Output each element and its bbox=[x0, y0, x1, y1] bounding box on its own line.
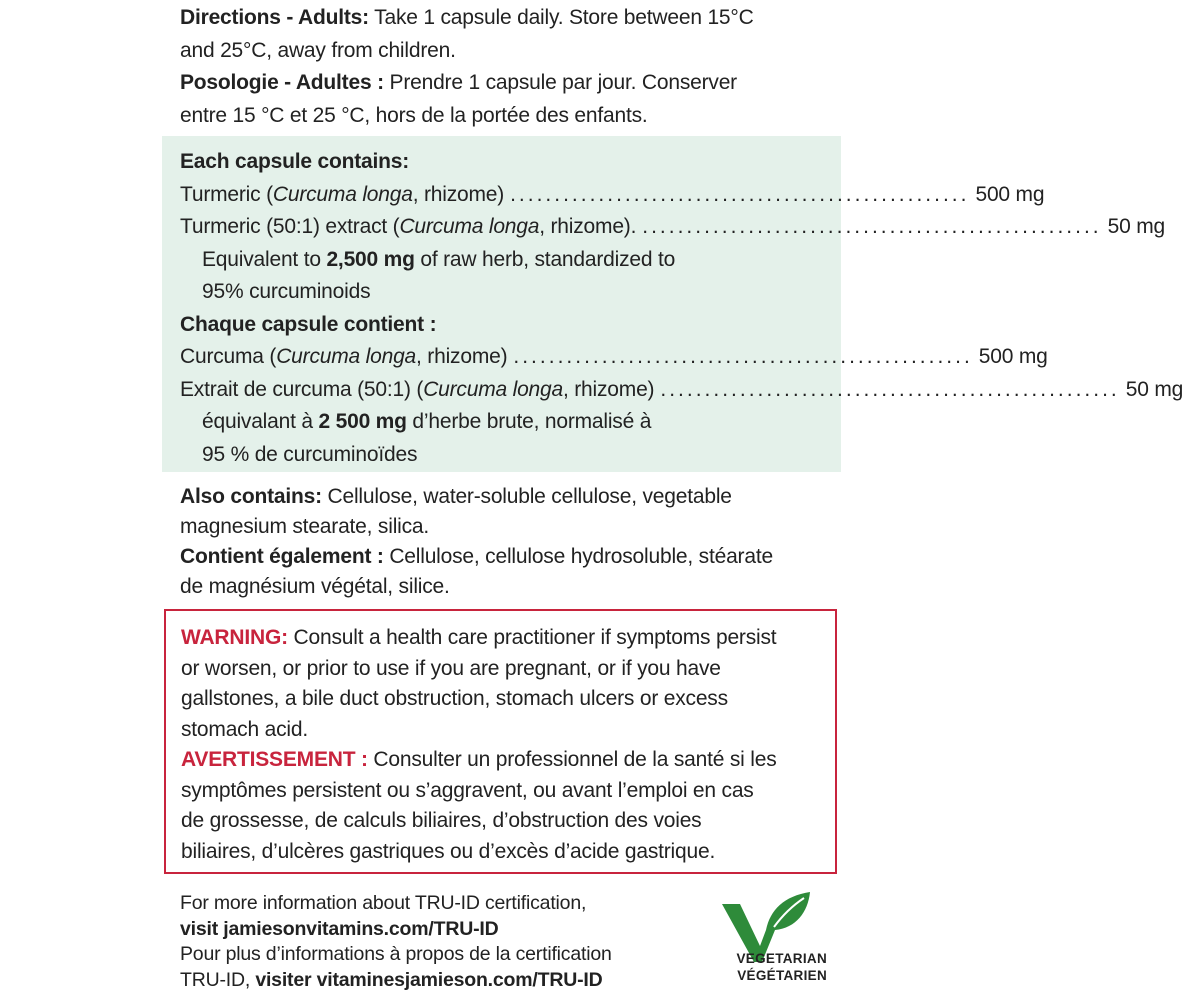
directions-en-label: Directions - Adults: bbox=[180, 6, 369, 29]
info-line-3: Pour plus d’informations à propos de la certification bbox=[180, 943, 612, 965]
leader-dots: .................................................... bbox=[510, 182, 970, 206]
also-en-text-1: Cellulose, water-soluble cellulose, vegetable bbox=[321, 485, 732, 508]
ingredient-latin-name: Curcuma longa bbox=[276, 345, 417, 368]
ingredients-panel bbox=[162, 136, 1183, 472]
info-url-fr[interactable]: visiter vitaminesjamieson.com/TRU-ID bbox=[255, 968, 603, 991]
directions-en-line-2: and 25°C, away from children. bbox=[180, 38, 456, 62]
directions-fr-text-1: Prendre 1 capsule par jour. Conserver bbox=[383, 71, 737, 94]
ingredient-part: , rhizome) bbox=[416, 345, 508, 368]
vegetarian-badge bbox=[712, 890, 827, 995]
directions-fr-line-2: entre 15 °C et 25 °C, hors de la portée des enfants. bbox=[180, 103, 648, 127]
leader-dots: .................................................... bbox=[513, 345, 973, 368]
ingredient-amount: 500 mg bbox=[975, 182, 1045, 206]
ingredients-fr-equiv-bold: 2 500 mg bbox=[318, 410, 407, 433]
also-en-label: Also contains: bbox=[180, 485, 322, 508]
ingredient-name: Extrait de curcuma (50:1) ( bbox=[180, 377, 424, 401]
also-fr-label: Contient également : bbox=[180, 545, 384, 568]
ingredients-fr-standardized: 95 % de curcuminoïdes bbox=[202, 442, 418, 466]
warning-en-line-4: stomach acid. bbox=[181, 717, 308, 741]
ingredient-latin-name: Curcuma longa bbox=[399, 215, 540, 238]
warning-en-line-1 bbox=[181, 623, 831, 654]
also-fr-line-1 bbox=[180, 542, 820, 572]
warning-fr-line-4: biliaires, d’ulcères gastriques ou d’excès d’acide gastrique. bbox=[181, 839, 716, 863]
ingredient-row bbox=[180, 179, 1045, 212]
ingredients-en-heading: Each capsule contains: bbox=[180, 150, 410, 173]
ingredients-en-equiv-pre: Equivalent to bbox=[202, 247, 327, 271]
ingredient-name: Turmeric (50:1) extract ( bbox=[180, 215, 400, 238]
directions-en-text-1: Take 1 capsule daily. Store between 15°C bbox=[368, 6, 754, 29]
vegetarian-label-fr: VÉGÉTARIEN bbox=[737, 968, 827, 983]
ingredients-en-equiv-bold: 2,500 mg bbox=[326, 247, 415, 271]
warning-box bbox=[164, 609, 837, 874]
directions-fr-label: Posologie - Adultes : bbox=[180, 71, 384, 94]
ingredient-row bbox=[180, 211, 1166, 244]
ingredients-fr-equiv-pre: équivalant à bbox=[202, 410, 319, 433]
info-line-4-pre: TRU-ID, bbox=[180, 968, 256, 991]
ingredient-row bbox=[180, 374, 1183, 407]
ingredient-latin-name: Curcuma longa bbox=[423, 377, 563, 401]
ingredient-amount: 50 mg bbox=[1125, 377, 1183, 401]
warning-fr-text-1: Consulter un professionnel de la santé si les bbox=[367, 748, 777, 771]
warning-en-line-2: or worsen, or prior to use if you are pregnant, or if you have bbox=[181, 656, 721, 680]
info-url-en[interactable]: visit jamiesonvitamins.com/TRU-ID bbox=[180, 917, 499, 940]
ingredient-latin-name: Curcuma longa bbox=[272, 182, 413, 206]
warning-en-text-1: Consult a health care practitioner if symptoms persist bbox=[287, 626, 777, 649]
ingredients-en-equivalent bbox=[180, 244, 815, 277]
leader-dots: .................................................... bbox=[642, 215, 1102, 238]
directions-fr-line-1 bbox=[180, 67, 820, 100]
also-en-line-2: magnesium stearate, silica. bbox=[180, 515, 430, 538]
warning-fr-line-2: symptômes persistent ou s’aggravent, ou avant l’emploi en cas bbox=[181, 778, 754, 802]
vegetarian-label-en: VEGETARIAN bbox=[736, 951, 827, 966]
ingredient-row bbox=[180, 341, 1048, 374]
ingredients-fr-equivalent bbox=[180, 406, 815, 439]
ingredient-part: , rhizome) bbox=[412, 182, 505, 206]
warning-fr-line-3: de grossesse, de calculs biliaires, d’obstruction des voies bbox=[181, 809, 702, 832]
warning-fr-label: AVERTISSEMENT : bbox=[181, 748, 368, 771]
ingredient-name: Curcuma ( bbox=[180, 345, 277, 368]
ingredient-part: , rhizome) bbox=[563, 377, 655, 401]
also-fr-line-2: de magnésium végétal, silice. bbox=[180, 575, 450, 598]
info-line-1: For more information about TRU-ID certification, bbox=[180, 892, 587, 914]
directions-section bbox=[180, 2, 820, 132]
ingredients-fr-heading: Chaque capsule contient : bbox=[180, 312, 437, 336]
ingredients-fr-equiv-post: d’herbe brute, normalisé à bbox=[406, 410, 652, 433]
ingredient-part: , rhizome). bbox=[539, 215, 637, 238]
ingredient-amount: 500 mg bbox=[978, 345, 1048, 368]
warning-fr-line-1 bbox=[181, 745, 831, 776]
ingredients-en-standardized: 95% curcuminoids bbox=[202, 280, 371, 303]
also-fr-text-1: Cellulose, cellulose hydrosoluble, stéarate bbox=[383, 545, 773, 568]
warning-en-label: WARNING: bbox=[181, 626, 288, 649]
directions-en-line-1 bbox=[180, 2, 820, 35]
also-contains-section bbox=[180, 482, 820, 602]
also-en-line-1 bbox=[180, 482, 820, 512]
ingredients-en-equiv-post: of raw herb, standardized to bbox=[414, 247, 676, 271]
ingredient-amount: 50 mg bbox=[1107, 215, 1166, 238]
warning-en-line-3: gallstones, a bile duct obstruction, stomach ulcers or excess bbox=[181, 687, 728, 710]
leader-dots: .................................................... bbox=[660, 377, 1120, 401]
ingredient-name: Turmeric ( bbox=[180, 182, 273, 206]
